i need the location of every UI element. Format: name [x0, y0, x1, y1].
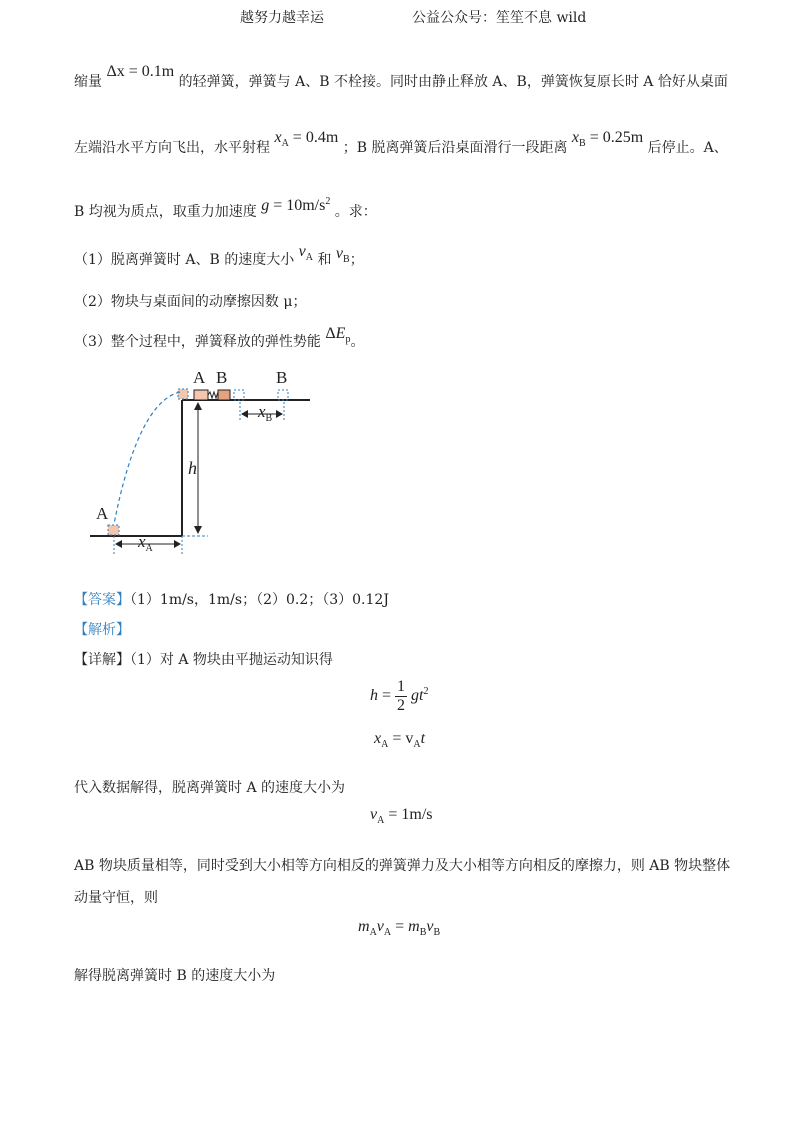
trajectory	[114, 392, 180, 524]
detail-tag: 【详解】	[74, 652, 130, 668]
analysis-tag: 【解析】	[74, 622, 130, 638]
equation-va: $v_A = 1m/s$	[370, 806, 433, 826]
question-1: （1）脱离弹簧时 A、B 的速度大小 $v_A$ 和 $v_B$；	[74, 243, 364, 268]
detail-text-2a: AB 物块质量相等，同时受到大小相等方向相反的弹簧弹力及大小相等方向相反的摩擦力，则 AB 物块整体	[74, 858, 731, 874]
detail-text-2b: 动量守恒，则	[74, 890, 158, 906]
question-2: （2）物块与桌面间的动摩擦因数 μ；	[74, 294, 307, 310]
label-xa: $x_A$	[138, 532, 153, 554]
answer-tag: 【答案】	[74, 592, 130, 608]
block-a-landing	[108, 525, 119, 535]
label-a-top: A	[193, 368, 206, 387]
delta-x-formula: Δx = 0.1m	[106, 63, 175, 80]
problem-line-2: 左端沿水平方向飞出，水平射程 $x_A = 0.4m$ ；B 脱离弹簧后沿桌面滑行一段距离 $x_B = 0.25m$ 后停止。A、	[74, 129, 728, 156]
physics-figure	[80, 362, 320, 562]
label-b-top: B	[216, 368, 228, 387]
label-h: h	[188, 458, 197, 478]
label-a-bottom: A	[96, 504, 109, 523]
label-xb: $x_B$	[258, 402, 273, 424]
answer-text: （1）1m/s，1m/s；（2）0.2；（3）0.12J	[130, 592, 389, 608]
equation-momentum: $m_Av_A = m_Bv_B$	[358, 918, 441, 938]
header-left: 越努力越幸运	[240, 10, 324, 26]
header-right: 公益公众号：笙笙不息 wild	[412, 10, 587, 26]
equation-h: h = $\frac{1}{2}$ $gt^2$	[370, 678, 429, 714]
detail-text-1: 代入数据解得，脱离弹簧时 A 的速度大小为	[74, 780, 346, 796]
equation-xa: $x_A = v_At$	[374, 730, 426, 750]
block-a-edge	[178, 389, 188, 399]
detail-line: 【详解】（1）对 A 物块由平抛运动知识得	[74, 652, 333, 668]
label-b-right: B	[276, 368, 288, 387]
block-a-table	[194, 390, 208, 400]
block-b-final	[278, 390, 288, 400]
detail-text-3: 解得脱离弹簧时 B 的速度大小为	[74, 968, 276, 984]
problem-line-3: B 均视为质点，取重力加速度 $g = 10m/s^2$ 。求：	[74, 196, 377, 220]
block-b-table	[218, 390, 230, 400]
answer-line	[74, 590, 389, 610]
question-3: （3）整个过程中，弹簧释放的弹性势能 $\Delta E_p$。	[74, 325, 365, 350]
problem-line-1: 缩量 Δx = 0.1m 的轻弹簧，弹簧与 A、B 不栓接。同时由静止释放 A、B，弹簧恢复原长时 A 恰好从桌面	[74, 63, 728, 90]
